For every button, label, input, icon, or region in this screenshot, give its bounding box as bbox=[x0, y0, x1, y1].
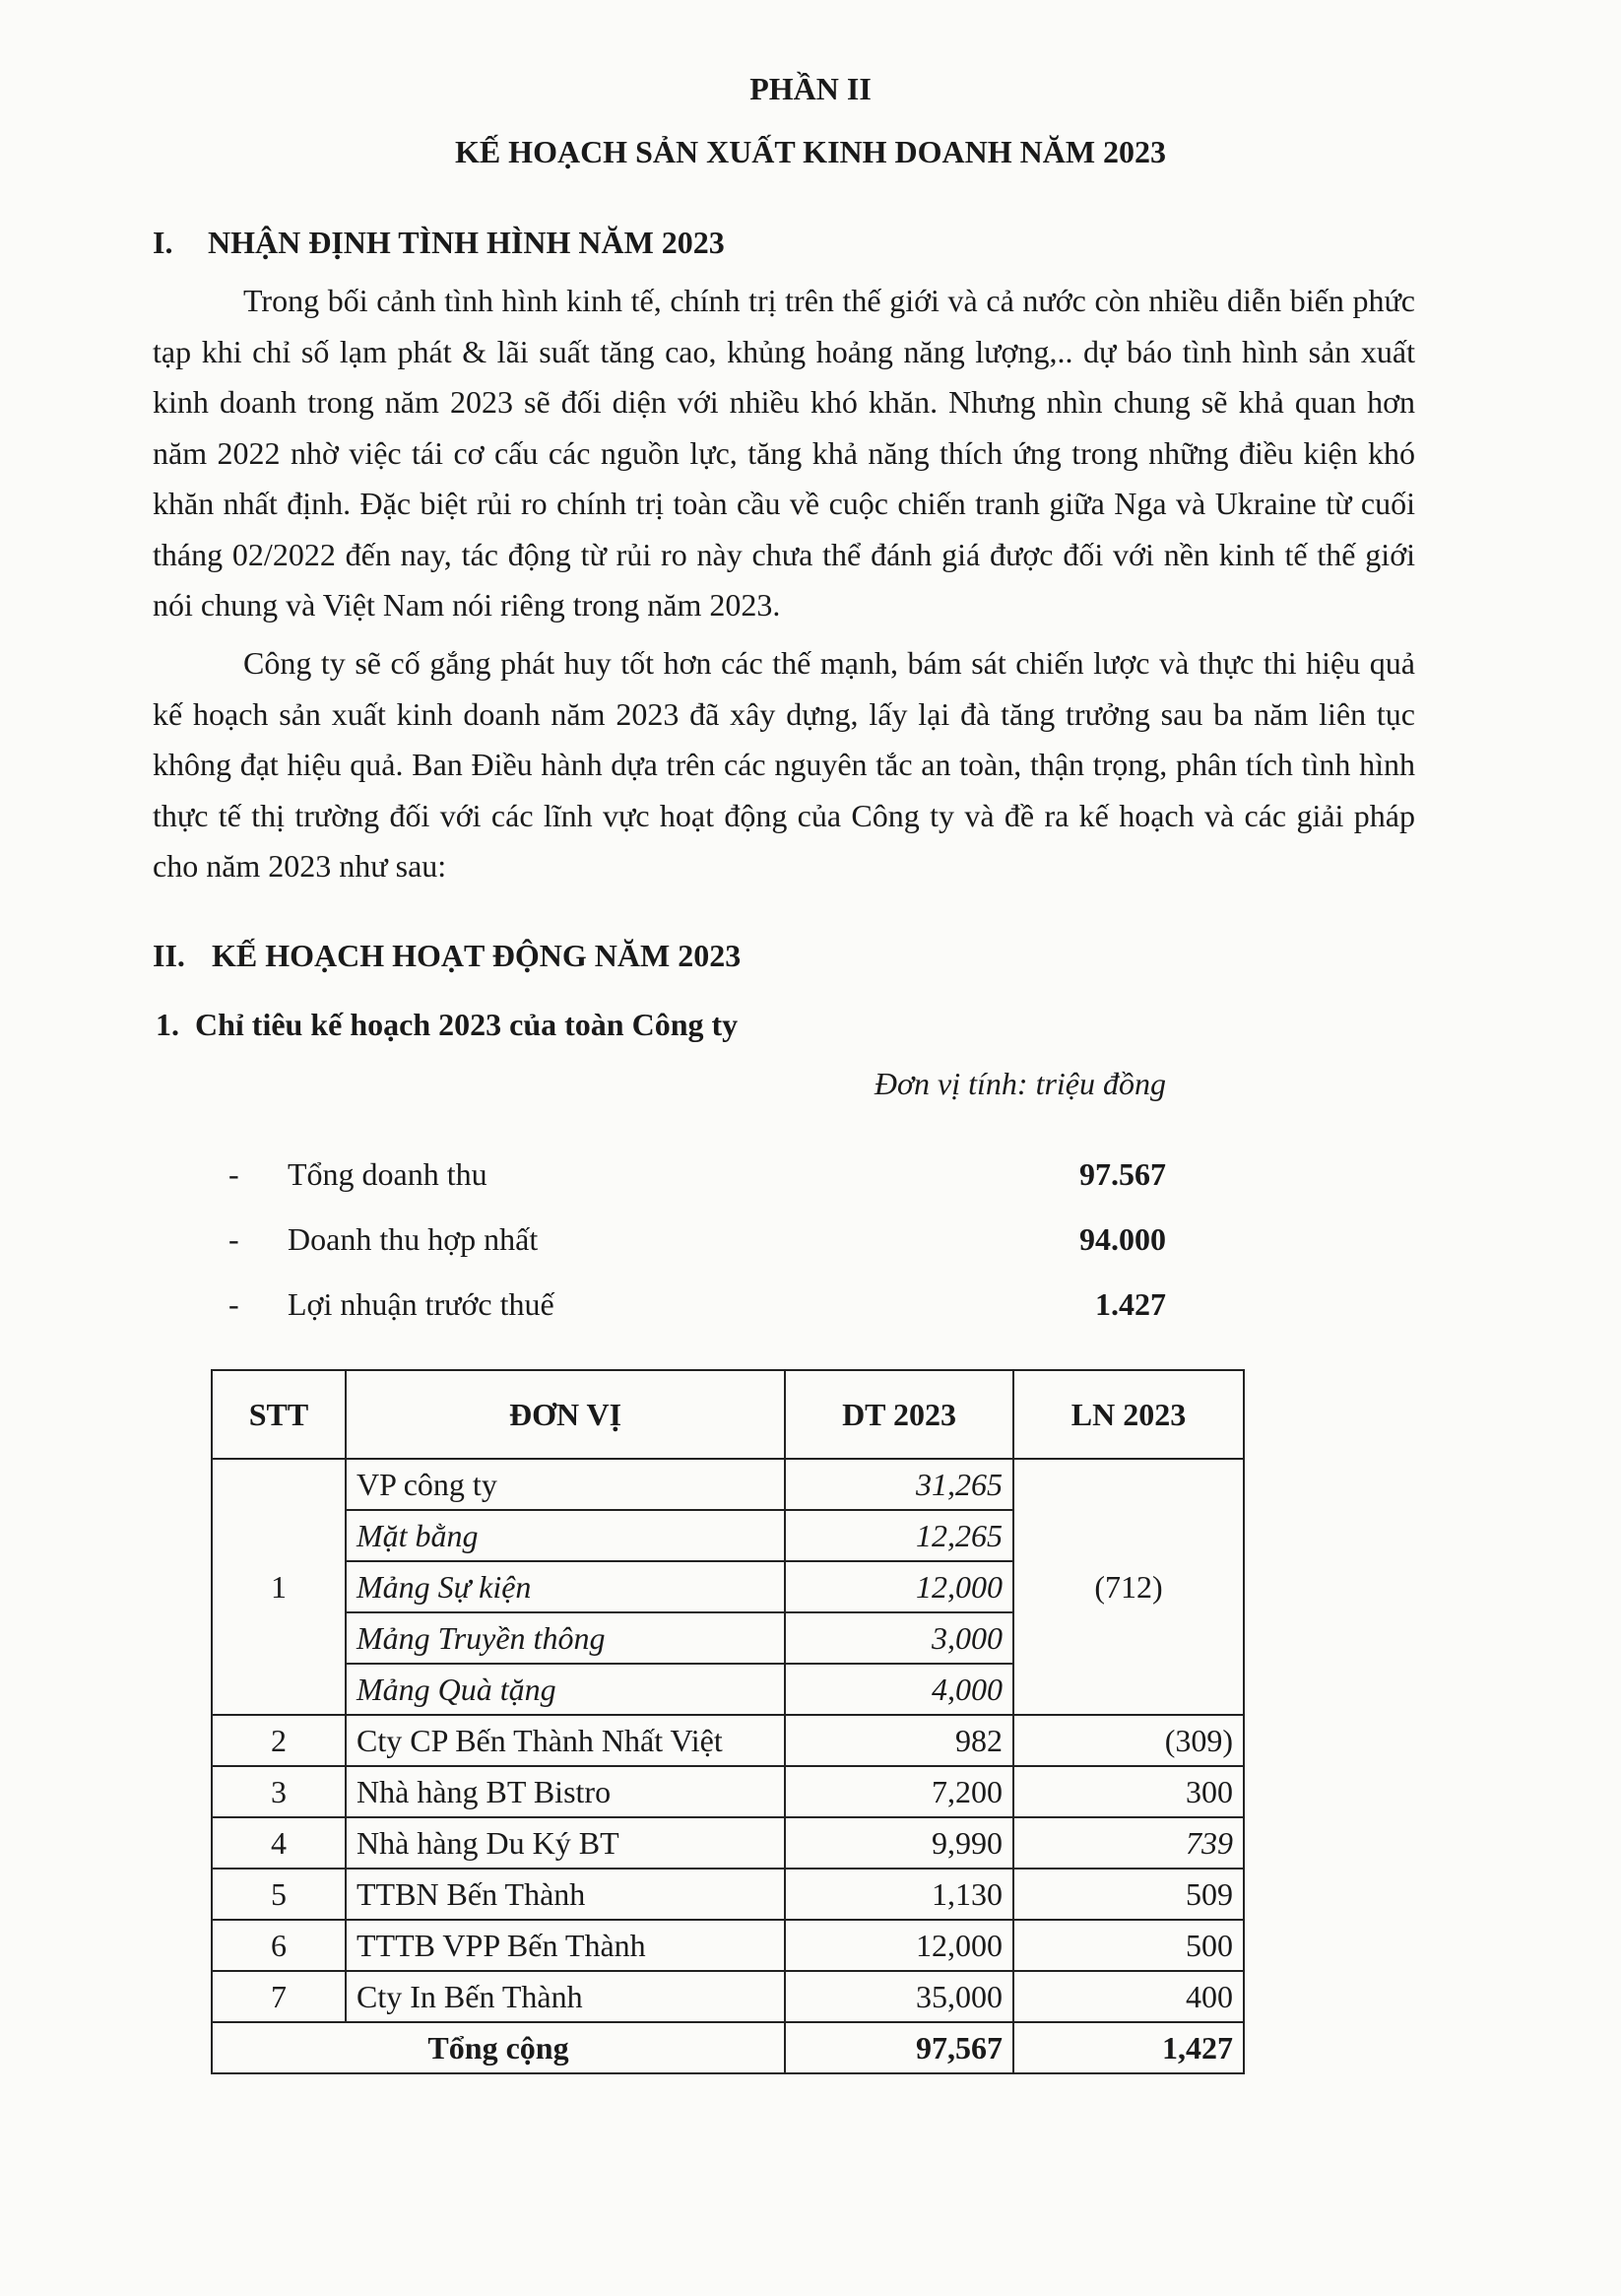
table-row bbox=[212, 1920, 1244, 1971]
cell-dt: 9,990 bbox=[785, 1817, 1013, 1869]
header-unit: ĐƠN VỊ bbox=[346, 1370, 785, 1459]
metric-value: 97.567 bbox=[1079, 1156, 1166, 1192]
bullet-dash: - bbox=[228, 1221, 239, 1257]
cell-unit: VP công ty bbox=[346, 1459, 785, 1510]
cell-dt: 35,000 bbox=[785, 1971, 1013, 2022]
subsection-1-heading bbox=[156, 1007, 738, 1043]
cell-ln: 509 bbox=[1013, 1869, 1244, 1920]
subsection-1-number: 1. bbox=[156, 1007, 179, 1042]
table-total-row bbox=[212, 2022, 1244, 2073]
cell-unit: Mảng Truyền thông bbox=[346, 1612, 785, 1664]
section-1-heading bbox=[153, 225, 725, 261]
header-ln: LN 2023 bbox=[1013, 1370, 1244, 1459]
header-stt: STT bbox=[212, 1370, 346, 1459]
plan-table bbox=[211, 1369, 1245, 2074]
part-label: PHẦN II bbox=[749, 71, 872, 106]
cell-stt: 1 bbox=[212, 1459, 346, 1715]
table-row bbox=[212, 1869, 1244, 1920]
cell-unit: Mặt bằng bbox=[346, 1510, 785, 1561]
cell-unit: TTTB VPP Bến Thành bbox=[346, 1920, 785, 1971]
table-row bbox=[212, 1766, 1244, 1817]
table-header-row bbox=[212, 1370, 1244, 1459]
total-ln: 1,427 bbox=[1013, 2022, 1244, 2073]
metric-label: Tổng doanh thu bbox=[288, 1156, 487, 1192]
table-row bbox=[212, 1971, 1244, 2022]
cell-ln: 739 bbox=[1013, 1817, 1244, 1869]
cell-stt: 7 bbox=[212, 1971, 346, 2022]
cell-dt: 7,200 bbox=[785, 1766, 1013, 1817]
cell-unit: Nhà hàng BT Bistro bbox=[346, 1766, 785, 1817]
metric-item bbox=[228, 1156, 1166, 1200]
cell-unit: Mảng Sự kiện bbox=[346, 1561, 785, 1612]
cell-stt: 4 bbox=[212, 1817, 346, 1869]
page-title: KẾ HOẠCH SẢN XUẤT KINH DOANH NĂM 2023 bbox=[454, 134, 1167, 169]
cell-ln: 400 bbox=[1013, 1971, 1244, 2022]
metric-item bbox=[228, 1221, 1166, 1265]
metric-label: Doanh thu hợp nhất bbox=[288, 1221, 539, 1257]
table-row bbox=[212, 1459, 1244, 1510]
paragraph-2: Công ty sẽ cố gắng phát huy tốt hơn các thế mạnh, bám sát chiến lược và thực thi hiệu quả kế hoạch sản xuất kinh doanh năm 2023 đã xây dựng, lấy lại đà tăng trưởng sau ba năm liên tục không đạt hiệu quả. Ban Điều hành dựa trên các nguyên tắc an toàn, thận trọng, phân tích tình hình thực tế thị trường đối với các lĩnh vực hoạt động của Công ty và đề ra kế hoạch và các giải pháp cho năm 2023 như sau: bbox=[153, 645, 1415, 884]
cell-stt: 5 bbox=[212, 1869, 346, 1920]
cell-unit: Cty CP Bến Thành Nhất Việt bbox=[346, 1715, 785, 1766]
total-dt: 97,567 bbox=[785, 2022, 1013, 2073]
total-label: Tổng cộng bbox=[212, 2022, 785, 2073]
cell-stt: 3 bbox=[212, 1766, 346, 1817]
bullet-dash: - bbox=[228, 1156, 239, 1192]
table-row bbox=[212, 1817, 1244, 1869]
metric-item bbox=[228, 1286, 1166, 1330]
section-2-heading bbox=[153, 938, 741, 974]
cell-dt: 12,000 bbox=[785, 1920, 1013, 1971]
cell-dt: 12,265 bbox=[785, 1510, 1013, 1561]
subsection-1-title: Chỉ tiêu kế hoạch 2023 của toàn Công ty bbox=[195, 1007, 739, 1042]
cell-ln: 500 bbox=[1013, 1920, 1244, 1971]
cell-ln: (309) bbox=[1013, 1715, 1244, 1766]
bullet-dash: - bbox=[228, 1286, 239, 1322]
cell-ln: 300 bbox=[1013, 1766, 1244, 1817]
cell-unit: Cty In Bến Thành bbox=[346, 1971, 785, 2022]
cell-unit: Mảng Quà tặng bbox=[346, 1664, 785, 1715]
cell-stt: 2 bbox=[212, 1715, 346, 1766]
cell-unit: Nhà hàng Du Ký BT bbox=[346, 1817, 785, 1869]
cell-dt: 1,130 bbox=[785, 1869, 1013, 1920]
table-row bbox=[212, 1715, 1244, 1766]
section-2-number: II. bbox=[153, 938, 185, 973]
unit-note: Đơn vị tính: triệu đồng bbox=[874, 1066, 1166, 1101]
cell-dt: 4,000 bbox=[785, 1664, 1013, 1715]
cell-dt: 31,265 bbox=[785, 1459, 1013, 1510]
cell-unit: TTBN Bến Thành bbox=[346, 1869, 785, 1920]
cell-stt: 6 bbox=[212, 1920, 346, 1971]
section-1-title: NHẬN ĐỊNH TÌNH HÌNH NĂM 2023 bbox=[208, 225, 725, 260]
section-1-number: I. bbox=[153, 225, 173, 260]
cell-dt: 12,000 bbox=[785, 1561, 1013, 1612]
section-2-title: KẾ HOẠCH HOẠT ĐỘNG NĂM 2023 bbox=[212, 938, 742, 973]
metric-value: 1.427 bbox=[1095, 1286, 1166, 1322]
metric-label: Lợi nhuận trước thuế bbox=[288, 1286, 554, 1322]
cell-dt: 3,000 bbox=[785, 1612, 1013, 1664]
cell-dt: 982 bbox=[785, 1715, 1013, 1766]
header-dt: DT 2023 bbox=[785, 1370, 1013, 1459]
paragraph-1: Trong bối cảnh tình hình kinh tế, chính trị trên thế giới và cả nước còn nhiều diễn biến phức tạp khi chỉ số lạm phát & lãi suất tăng cao, khủng hoảng năng lượng,.. dự báo tình hình sản xuất kinh doanh trong năm 2023 sẽ đối diện với nhiều khó khăn. Nhưng nhìn chung sẽ khả quan hơn năm 2022 nhờ việc tái cơ cấu các nguồn lực, tăng khả năng thích ứng trong những điều kiện khó khăn nhất định. Đặc biệt rủi ro chính trị toàn cầu về cuộc chiến tranh giữa Nga và Ukraine từ cuối tháng 02/2022 đến nay, tác động từ rủi ro này chưa thể đánh giá được đối với nền kinh tế thế giới nói chung và Việt Nam nói riêng trong năm 2023. bbox=[153, 283, 1415, 623]
cell-ln: (712) bbox=[1013, 1459, 1244, 1715]
metric-value: 94.000 bbox=[1079, 1221, 1166, 1257]
